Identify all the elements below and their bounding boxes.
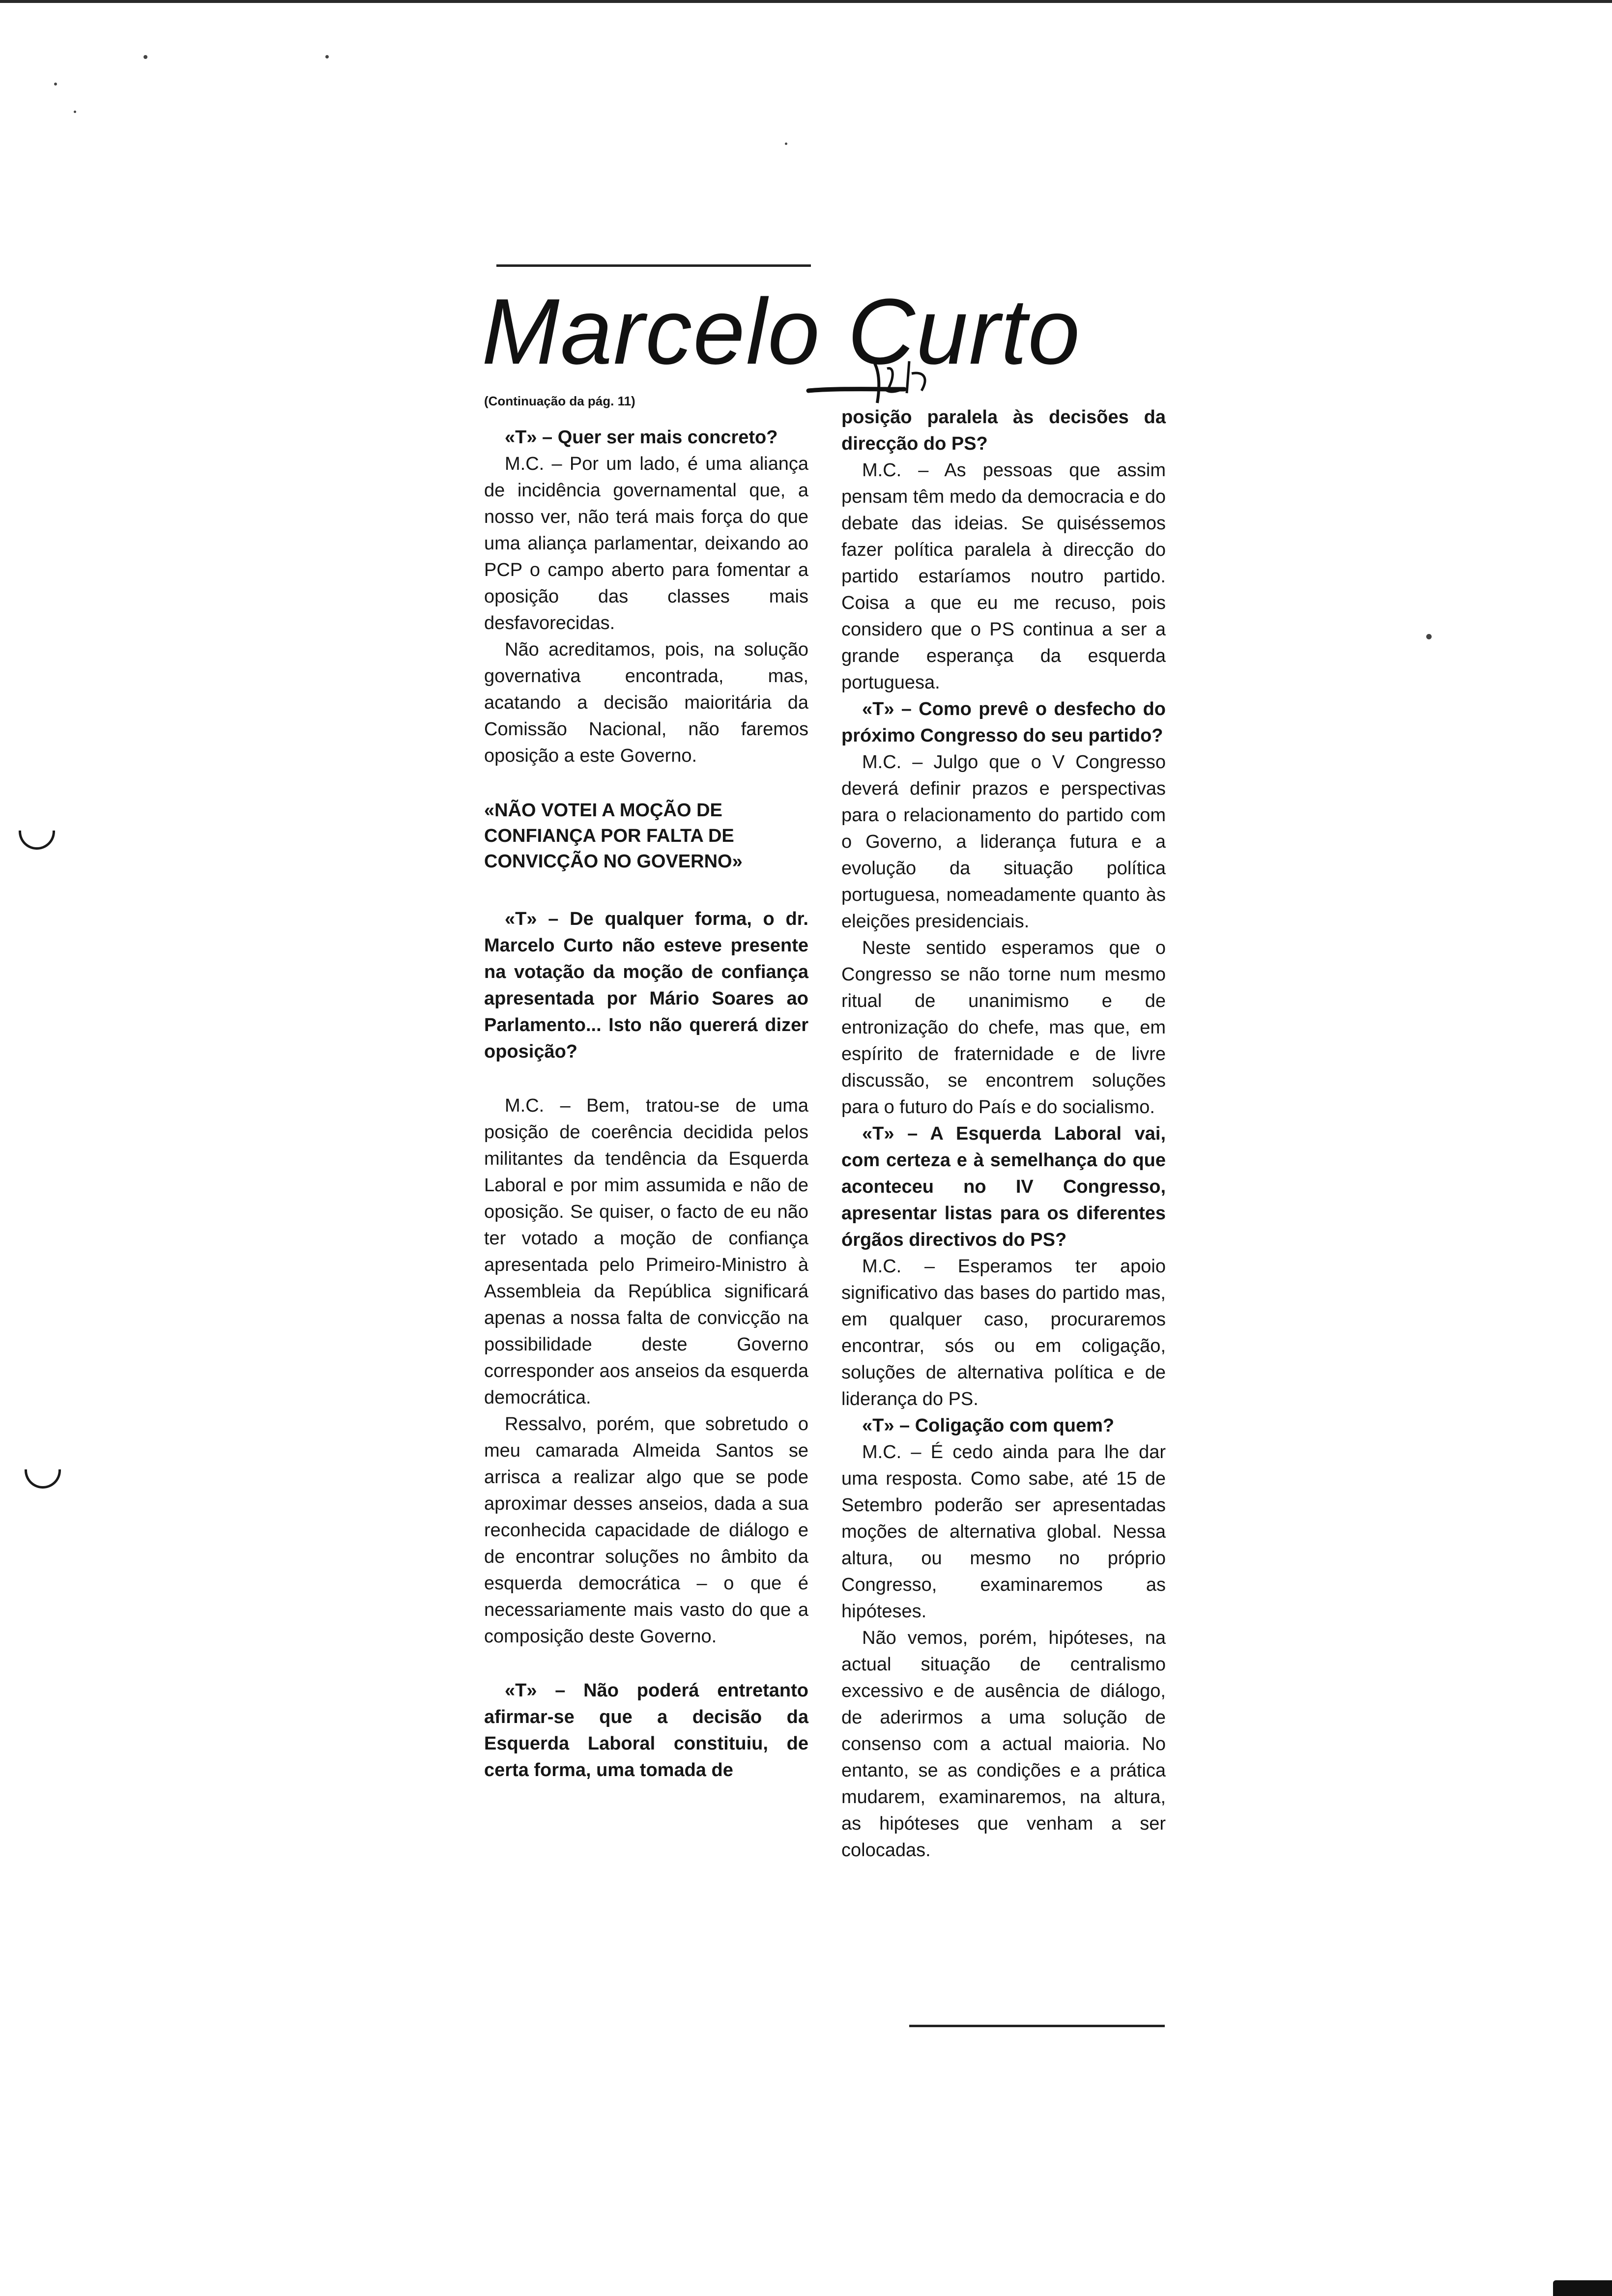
- interview-question: «T» – Como prevê o desfecho do próximo Congresso do seu partido?: [841, 699, 1166, 746]
- article-column-left: [484, 391, 808, 1783]
- interview-answer: Não acreditamos, pois, na solução governativa encontrada, mas, acatando a decisão maioritária da Comissão Nacional, não faremos oposição a este Governo.: [484, 639, 808, 766]
- page-top-edge: [0, 0, 1612, 3]
- end-rule: [909, 2025, 1165, 2027]
- interview-question-continued: posição paralela às decisões da direcção do PS?: [841, 407, 1166, 454]
- scan-speck: [1426, 634, 1432, 639]
- interview-question: «T» – De qualquer forma, o dr. Marcelo Curto não esteve presente na votação da moção de confiança apresentada por Mário Soares ao Parlamento... Isto não quererá dizer oposição?: [484, 909, 808, 1062]
- scan-corner-mark: [1553, 2280, 1612, 2296]
- punch-hole-mark: [19, 831, 55, 850]
- article-title: Marcelo Curto: [482, 280, 1081, 384]
- scan-speck: [785, 143, 787, 145]
- interview-answer: Não vemos, porém, hipóteses, na actual situação de centralismo excessivo e de ausência de diálogo, de aderirmos a uma solução de consenso com a actual maioria. No entanto, se as condições e a prática mudarem, examinaremos, na altura, as hipóteses que venham a ser colocadas.: [841, 1628, 1166, 1861]
- interview-answer: M.C. – Julgo que o V Congresso deverá definir prazos e perspectivas para o relacionamento do partido com o Governo, a liderança futura e a evolução da situação política portuguesa, nomeadamente quanto às eleições presidenciais.: [841, 752, 1166, 932]
- interview-answer: M.C. – Esperamos ter apoio significativo das bases do partido mas, em qualquer caso, procuraremos encontrar, sós ou em coligação, soluções de alternativa política e de liderança do PS.: [841, 1256, 1166, 1409]
- scan-speck: [54, 83, 57, 86]
- scan-speck: [74, 111, 76, 113]
- interview-answer: M.C. – Por um lado, é uma aliança de incidência governamental que, a nosso ver, não terá mais força do que uma aliança parlamentar, deixando ao PCP o campo aberto para fomentar a oposição das classes mais desfavorecidas.: [484, 454, 808, 633]
- section-headline: «NÃO VOTEI A MOÇÃO DE CONFIANÇA POR FALTA DE CONVICÇÃO NO GOVERNO»: [484, 800, 743, 872]
- article-column-right: [841, 404, 1166, 1864]
- scan-speck: [325, 55, 329, 58]
- interview-answer: M.C. – É cedo ainda para lhe dar uma resposta. Como sabe, até 15 de Setembro poderão ser apresentadas moções de alternativa global. Nessa altura, ou mesmo no próprio Congresso, examinaremos as hipóteses.: [841, 1442, 1166, 1622]
- continuation-note: (Continuação da pág. 11): [484, 394, 635, 408]
- interview-question: «T» – Coligação com quem?: [862, 1415, 1115, 1436]
- interview-question: «T» – Não poderá entretanto afirmar-se que a decisão da Esquerda Laboral constituiu, de certa forma, uma tomada de: [484, 1680, 808, 1780]
- interview-answer: M.C. – Bem, tratou-se de uma posição de coerência decidida pelos militantes da tendência da Esquerda Laboral e por mim assumida e não de oposição. Se quiser, o facto de eu não ter votado a moção de confiança apresentada pelo Primeiro-Ministro à Assembleia da República significará apenas a nossa falta de convicção na possibilidade deste Governo corresponder aos anseios da esquerda democrática.: [484, 1095, 808, 1408]
- interview-answer: M.C. – As pessoas que assim pensam têm medo da democracia e do debate das ideias. Se quiséssemos fazer política paralela à direcção do partido estaríamos noutro partido. Coisa a que eu me recuso, pois considero que o PS continua a ser a grande esperança da esquerda portuguesa.: [841, 460, 1166, 693]
- interview-answer: Ressalvo, porém, que sobretudo o meu camarada Almeida Santos se arrisca a realizar algo que se pode aproximar desses anseios, dada a sua reconhecida capacidade de diálogo e de encontrar soluções no âmbito da esquerda democrática – o que é necessariamente mais vasto do que a composição deste Governo.: [484, 1414, 808, 1647]
- interview-answer: Neste sentido esperamos que o Congresso se não torne num mesmo ritual de unanimismo e de entronização do chefe, mas que, em espírito de fraternidade e de livre discussão, se encontrem soluções para o futuro do País e do socialismo.: [841, 938, 1166, 1118]
- scan-speck: [144, 55, 147, 59]
- interview-question: «T» – Quer ser mais concreto?: [505, 427, 778, 448]
- punch-hole-mark: [25, 1469, 61, 1489]
- title-rule: [496, 264, 811, 267]
- interview-question: «T» – A Esquerda Laboral vai, com certeza e à semelhança do que aconteceu no IV Congresso, apresentar listas para os diferentes órgãos directivos do PS?: [841, 1123, 1166, 1250]
